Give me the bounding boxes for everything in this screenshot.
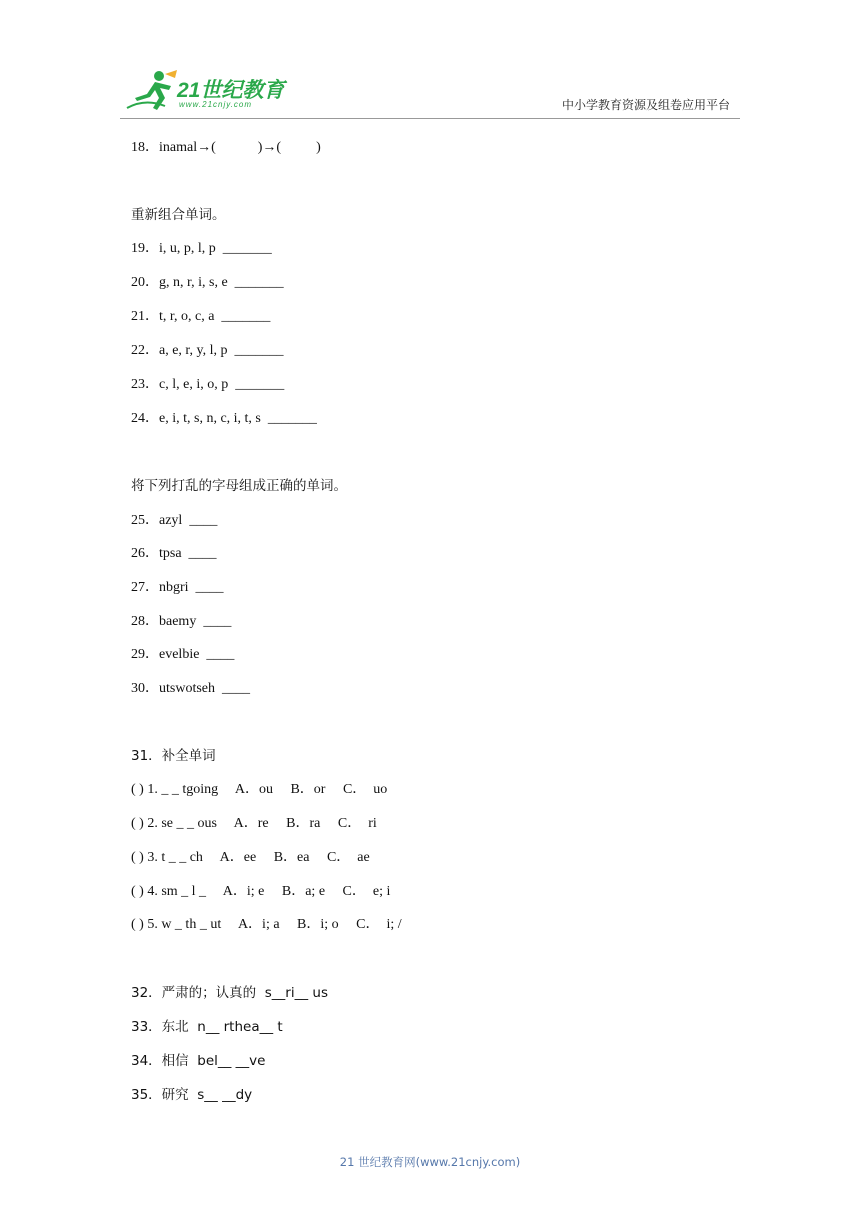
question-35 bbox=[131, 1086, 252, 1105]
choice-item-3: ( ) 3. t _ _ ch A．ee B．ea C． ae bbox=[131, 850, 370, 865]
question-18: 18．inamal→( )→( ) bbox=[131, 140, 321, 155]
section-heading-text: 重新组合单词。 bbox=[131, 207, 226, 223]
question-19: 19．i, u, p, l, p _______ bbox=[131, 241, 272, 256]
choice-item-4: ( ) 4. sm _ l _ A．i; e B．a; e C． e; i bbox=[131, 884, 391, 899]
choice-item-2: ( ) 2. se _ _ ous A．re B．ra C． ri bbox=[131, 816, 377, 831]
footer-text: 21 世纪教育网(www.21cnjy.com) bbox=[339, 1155, 521, 1169]
section-heading-complete bbox=[131, 747, 216, 766]
question-32 bbox=[131, 984, 328, 1003]
question-29: 29．evelbie ____ bbox=[131, 647, 235, 662]
page-footer bbox=[0, 1154, 860, 1170]
runner-icon bbox=[125, 68, 185, 114]
question-30: 30．utswotseh ____ bbox=[131, 681, 250, 696]
choice-item-5: ( ) 5. w _ th _ ut A．i; a B．i; o C． i; / bbox=[131, 917, 402, 932]
section-heading-recombine bbox=[131, 206, 226, 225]
question-text: 35．研究 s__ __dy bbox=[131, 1087, 253, 1103]
header-slogan: 中小学教育资源及组卷应用平台 bbox=[561, 98, 730, 112]
question-33 bbox=[131, 1018, 283, 1037]
question-26: 26．tpsa ____ bbox=[131, 546, 217, 561]
logo-url: www.21cnjy.com bbox=[179, 100, 252, 109]
question-28: 28．baemy ____ bbox=[131, 614, 232, 629]
question-24: 24．e, i, t, s, n, c, i, t, s _______ bbox=[131, 411, 317, 426]
question-23: 23．c, l, e, i, o, p _______ bbox=[131, 377, 285, 392]
question-22: 22．a, e, r, y, l, p _______ bbox=[131, 343, 284, 358]
brand-logo bbox=[125, 68, 295, 116]
question-text: 32．严肃的；认真的 s__ri__ us bbox=[131, 985, 328, 1001]
choice-item-1: ( ) 1. _ _ tgoing A．ou B．or C． uo bbox=[131, 782, 388, 797]
logo-text: 21世纪教育 bbox=[177, 79, 285, 102]
question-20: 20．g, n, r, i, s, e _______ bbox=[131, 275, 284, 290]
question-21: 21．t, r, o, c, a _______ bbox=[131, 309, 271, 324]
section-heading-text: 31．补全单词 bbox=[131, 748, 216, 764]
page-header bbox=[0, 0, 860, 125]
question-text: 34．相信 bel__ __ve bbox=[131, 1053, 266, 1069]
question-34 bbox=[131, 1052, 265, 1071]
question-25: 25．azyl ____ bbox=[131, 513, 218, 528]
section-heading-scramble bbox=[131, 477, 347, 496]
header-divider bbox=[120, 118, 740, 119]
question-27: 27．nbgri ____ bbox=[131, 580, 224, 595]
question-text: 33．东北 n__ rthea__ t bbox=[131, 1019, 283, 1035]
section-heading-text: 将下列打乱的字母组成正确的单词。 bbox=[131, 478, 347, 494]
